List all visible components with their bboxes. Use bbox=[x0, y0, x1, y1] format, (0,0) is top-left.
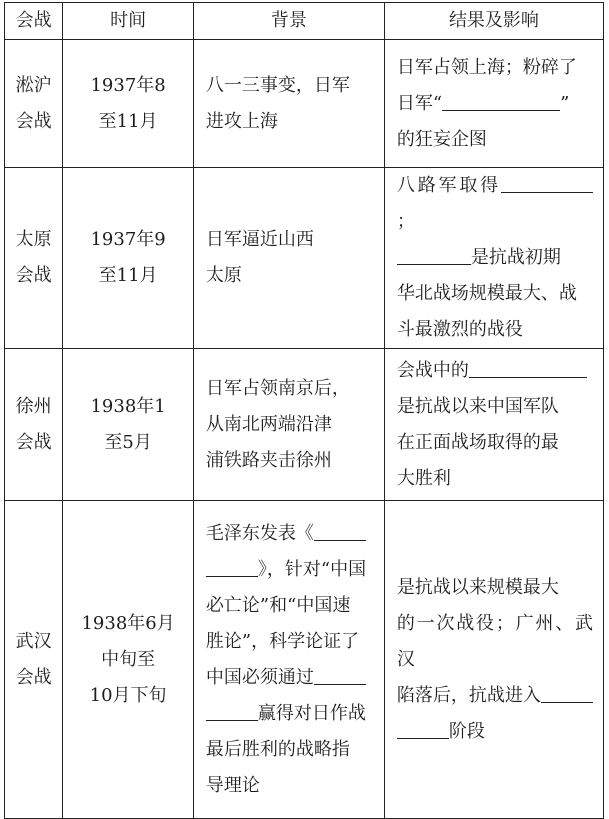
result-text: 日军占领上海；粉碎了 bbox=[396, 56, 577, 78]
time-text: 1937年9 bbox=[90, 229, 166, 250]
background-text: 从南北两端沿津 bbox=[205, 413, 332, 435]
fill-in-blank[interactable] bbox=[501, 170, 593, 193]
background-text bbox=[206, 552, 374, 588]
result-text-fragment: ” bbox=[560, 92, 570, 114]
background-text: 最后胜利的战略指 bbox=[205, 738, 350, 760]
background-text bbox=[206, 660, 374, 696]
background-text: 日军逼近山西 bbox=[205, 229, 314, 250]
battle-name: 会战 bbox=[15, 666, 52, 688]
result-text-fragment: 日军“ bbox=[396, 92, 443, 114]
result-text bbox=[397, 714, 593, 750]
fill-in-blank[interactable] bbox=[397, 716, 449, 739]
result-cell bbox=[384, 40, 603, 168]
background-text-fragment: 》，针对“中国 bbox=[257, 558, 367, 580]
result-text: 的一次战役；广州、武汉 bbox=[396, 612, 593, 670]
result-text bbox=[397, 86, 593, 122]
background-cell bbox=[193, 168, 384, 349]
result-text: 斗最激烈的战役 bbox=[396, 319, 523, 340]
battle-name-cell bbox=[5, 40, 63, 168]
result-cell bbox=[384, 349, 603, 501]
result-text: 的狂妄企图 bbox=[396, 128, 487, 150]
background-cell bbox=[193, 40, 384, 168]
battles-table bbox=[4, 2, 604, 819]
time-text: 1938年1 bbox=[90, 395, 166, 417]
result-text: 华北战场规模最大、战 bbox=[396, 283, 577, 304]
background-text: 胜论”，科学论证了 bbox=[205, 630, 360, 652]
table-row bbox=[5, 168, 604, 349]
background-text-fragment: 毛泽东发表《 bbox=[205, 522, 314, 544]
time-text: 至11月 bbox=[98, 110, 158, 132]
background-text: 导理论 bbox=[205, 774, 260, 796]
result-text: 在正面战场取得的最 bbox=[396, 431, 559, 453]
fill-in-blank[interactable] bbox=[206, 698, 258, 721]
battle-name-cell bbox=[5, 501, 63, 819]
header-background: 背景 bbox=[193, 3, 384, 40]
time-text: 至5月 bbox=[104, 431, 152, 453]
result-cell bbox=[384, 501, 603, 819]
result-text-fragment: ； bbox=[396, 211, 415, 232]
background-text bbox=[206, 696, 374, 732]
result-text-fragment: 陷落后，抗战进入 bbox=[396, 684, 541, 706]
background-text: 太原 bbox=[205, 265, 242, 286]
result-text bbox=[397, 240, 593, 276]
result-text: 是抗战以来中国军队 bbox=[396, 395, 559, 417]
result-cell bbox=[384, 168, 603, 349]
battle-name: 徐州 bbox=[15, 395, 52, 417]
time-cell bbox=[63, 40, 194, 168]
fill-in-blank[interactable] bbox=[397, 242, 471, 265]
result-text: 大胜利 bbox=[396, 467, 451, 489]
fill-in-blank[interactable] bbox=[314, 518, 366, 541]
background-text-fragment: 中国必须通过 bbox=[205, 666, 314, 688]
battle-name-cell bbox=[5, 349, 63, 501]
time-text: 10月下旬 bbox=[89, 684, 167, 706]
header-battle: 会战 bbox=[5, 3, 63, 40]
result-text: 是抗战以来规模最大 bbox=[396, 576, 559, 598]
time-text: 1937年8 bbox=[90, 74, 166, 96]
fill-in-blank[interactable] bbox=[541, 680, 593, 703]
battle-name: 武汉 bbox=[15, 630, 52, 652]
battle-name: 会战 bbox=[15, 265, 52, 286]
battle-name: 会战 bbox=[15, 110, 52, 132]
table-header-row bbox=[5, 3, 604, 40]
battle-name-cell bbox=[5, 168, 63, 349]
battle-name: 淞沪 bbox=[15, 74, 52, 96]
result-text bbox=[397, 678, 593, 714]
battle-name: 会战 bbox=[15, 431, 52, 453]
time-cell bbox=[63, 349, 194, 501]
table-row bbox=[5, 40, 604, 168]
background-text bbox=[206, 516, 374, 552]
time-text: 1938年6月 bbox=[81, 612, 175, 634]
battle-name: 太原 bbox=[15, 229, 52, 250]
result-text-fragment: 会战中的 bbox=[396, 359, 469, 381]
fill-in-blank[interactable] bbox=[314, 662, 366, 685]
result-text-fragment: 是抗战初期 bbox=[470, 247, 561, 268]
table-row bbox=[5, 501, 604, 819]
fill-in-blank[interactable] bbox=[206, 554, 258, 577]
fill-in-blank[interactable] bbox=[469, 355, 587, 378]
table-row bbox=[5, 349, 604, 501]
time-text: 中旬至 bbox=[101, 648, 156, 670]
time-cell bbox=[63, 501, 194, 819]
header-result: 结果及影响 bbox=[384, 3, 603, 40]
time-cell bbox=[63, 168, 194, 349]
header-time: 时间 bbox=[63, 3, 194, 40]
background-text: 八一三事变，日军 bbox=[205, 74, 350, 96]
background-text-fragment: 赢得对日作战 bbox=[257, 702, 366, 724]
result-text bbox=[397, 353, 593, 389]
background-text: 必亡论”和“中国速 bbox=[205, 594, 351, 616]
result-text bbox=[397, 168, 593, 240]
fill-in-blank[interactable] bbox=[442, 88, 560, 111]
time-text: 至11月 bbox=[98, 265, 158, 286]
background-cell bbox=[193, 349, 384, 501]
result-text-fragment: 阶段 bbox=[448, 720, 485, 742]
result-text-fragment: 八路军取得 bbox=[396, 175, 501, 196]
background-text: 进攻上海 bbox=[205, 110, 278, 132]
background-text: 浦铁路夹击徐州 bbox=[205, 449, 332, 471]
background-text: 日军占领南京后， bbox=[205, 377, 350, 399]
background-cell bbox=[193, 501, 384, 819]
